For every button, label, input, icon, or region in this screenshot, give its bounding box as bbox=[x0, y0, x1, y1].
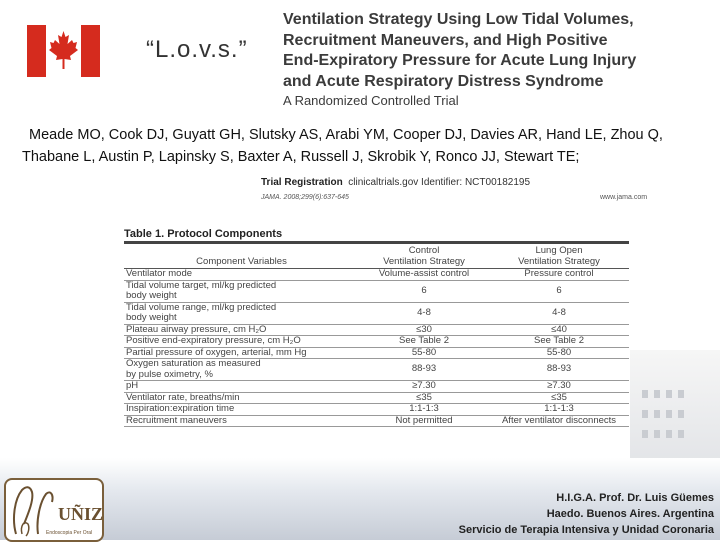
table-cell-lung-open: See Table 2 bbox=[489, 336, 629, 348]
article-subtitle: A Randomized Controlled Trial bbox=[283, 93, 459, 108]
table-cell-control: 6 bbox=[359, 280, 489, 302]
table-cell-variable: Ventilator mode bbox=[124, 269, 359, 281]
journal-website: www.jama.com bbox=[600, 194, 648, 201]
table-row bbox=[124, 415, 629, 427]
institution-service: Servicio de Terapia Intensiva y Unidad Coronaria bbox=[458, 524, 714, 536]
table-cell-variable: Plateau airway pressure, cm H₂O bbox=[124, 324, 359, 336]
table-row bbox=[124, 359, 629, 381]
institution-location: Haedo. Buenos Aires. Argentina bbox=[546, 508, 714, 520]
registration-identifier: clinicaltrials.gov Identifier: NCT00182195 bbox=[348, 177, 531, 188]
table-cell-control: Not permitted bbox=[359, 415, 489, 427]
table-cell-lung-open: ≤40 bbox=[489, 324, 629, 336]
institution-name: H.I.G.A. Prof. Dr. Luis Güemes bbox=[556, 492, 714, 504]
table-row bbox=[124, 381, 629, 393]
canada-flag bbox=[27, 25, 100, 77]
flag-right-bar bbox=[81, 25, 100, 77]
table-cell-lung-open: 6 bbox=[489, 280, 629, 302]
table-row bbox=[124, 280, 629, 302]
table-header-component: Component Variables bbox=[124, 244, 359, 269]
flag-left-bar bbox=[27, 25, 46, 77]
table-title: Table 1. Protocol Components bbox=[124, 228, 629, 244]
table-cell-variable: Inspiration:expiration time bbox=[124, 404, 359, 416]
table-cell-lung-open: 88-93 bbox=[489, 359, 629, 381]
table-cell-variable: Tidal volume range, ml/kg predicted body weight bbox=[124, 302, 359, 324]
institution-block bbox=[459, 490, 714, 538]
table-cell-lung-open: ≤35 bbox=[489, 392, 629, 404]
table-cell-lung-open: Pressure control bbox=[489, 269, 629, 281]
table-cell-lung-open: 1:1-1:3 bbox=[489, 404, 629, 416]
author-list: Meade MO, Cook DJ, Guyatt GH, Slutsky AS, Arabi YM, Cooper DJ, Davies AR, Hand LE, Zhou Q, Thabane L, Austin P, Lapinsky S, Baxter A, Russell J, Skrobik Y, Ronco JJ, Stewart TE; bbox=[22, 127, 663, 165]
table-header-lung-open: Lung Open Ventilation Strategy bbox=[489, 244, 629, 269]
table-header-control: Control Ventilation Strategy bbox=[359, 244, 489, 269]
uniz-logo bbox=[4, 478, 104, 542]
logo-subtitle: Endoscopia Per Oral bbox=[46, 530, 93, 536]
table-cell-control: 4-8 bbox=[359, 302, 489, 324]
table-cell-lung-open: 4-8 bbox=[489, 302, 629, 324]
maple-leaf-icon bbox=[46, 25, 81, 77]
table-cell-variable: Tidal volume target, ml/kg predicted body weight bbox=[124, 280, 359, 302]
trial-registration bbox=[261, 177, 530, 188]
table-cell-control: See Table 2 bbox=[359, 336, 489, 348]
table-cell-lung-open: ≥7.30 bbox=[489, 381, 629, 393]
table-cell-control: 88-93 bbox=[359, 359, 489, 381]
registration-label: Trial Registration bbox=[261, 177, 343, 188]
journal-citation: JAMA. 2008;299(6):637-645 bbox=[261, 194, 349, 201]
table-cell-variable: Positive end-expiratory pressure, cm H₂O bbox=[124, 336, 359, 348]
table-row bbox=[124, 324, 629, 336]
table-cell-lung-open: After ventilator disconnects bbox=[489, 415, 629, 427]
logo-name: UÑIZ bbox=[58, 504, 104, 524]
table-cell-control: 1:1-1:3 bbox=[359, 404, 489, 416]
table-row bbox=[124, 336, 629, 348]
article-title: Ventilation Strategy Using Low Tidal Volumes, Recruitment Maneuvers, and High Positive End-Expiratory Pressure for Acute Lung Injury and Acute Respiratory Distress Syndrome bbox=[283, 11, 637, 90]
table-cell-control: ≤35 bbox=[359, 392, 489, 404]
table-cell-variable: Recruitment maneuvers bbox=[124, 415, 359, 427]
table-row bbox=[124, 404, 629, 416]
table-row bbox=[124, 347, 629, 359]
table-cell-variable: Ventilator rate, breaths/min bbox=[124, 392, 359, 404]
table-row bbox=[124, 302, 629, 324]
table-cell-lung-open: 55-80 bbox=[489, 347, 629, 359]
study-acronym: “L.o.v.s.” bbox=[146, 36, 248, 63]
table-row bbox=[124, 269, 629, 281]
table-cell-control: ≥7.30 bbox=[359, 381, 489, 393]
table-cell-variable: Partial pressure of oxygen, arterial, mm Hg bbox=[124, 347, 359, 359]
table-row bbox=[124, 392, 629, 404]
table-cell-control: 55-80 bbox=[359, 347, 489, 359]
table-cell-variable: Oxygen saturation as measured by pulse oximetry, % bbox=[124, 359, 359, 381]
table-cell-variable: pH bbox=[124, 381, 359, 393]
table-cell-control: Volume-assist control bbox=[359, 269, 489, 281]
table-cell-control: ≤30 bbox=[359, 324, 489, 336]
protocol-table bbox=[124, 228, 629, 427]
